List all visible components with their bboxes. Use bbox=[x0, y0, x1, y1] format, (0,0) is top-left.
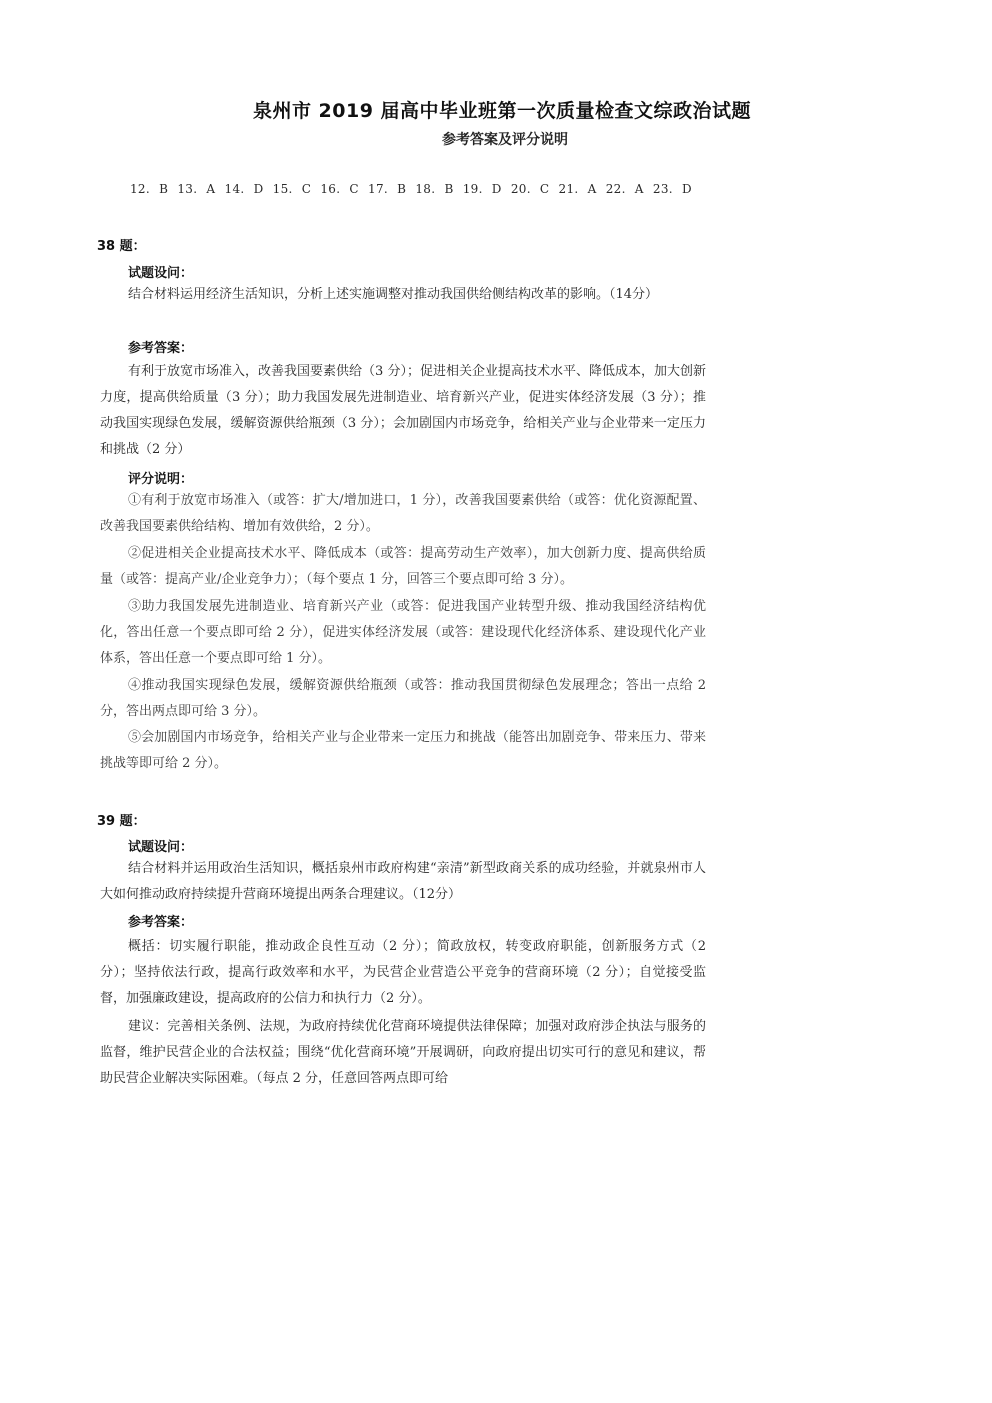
question-39-prompt: 结合材料并运用政治生活知识，概括泉州市政府构建“亲清”新型政商关系的成功经验，并就泉州市人大如何推动政府持续提升营商环境提出两条合理建议。（12分） bbox=[100, 861, 706, 902]
multiple-choice-answers: 12. B 13. A 14. D 15. C 16. C 17. B 18. B 19. D 20. C 21. A 22. A 23. D bbox=[130, 182, 692, 196]
question-39-answer-label: 参考答案： bbox=[128, 915, 194, 930]
question-38-scoring-item-2: ②促进相关企业提高技术水平、降低成本（或答：提高劳动生产效率），加大创新力度、提高供给质量（或答：提高产业/企业竞争力）；（每个要点 1 分，回答三个要点即可给 3 分）。 bbox=[100, 546, 706, 587]
question-38-answer: 有利于放宽市场准入，改善我国要素供给（3 分）；促进相关企业提高技术水平、降低成本，加大创新力度，提高供给质量（3 分）；助力我国发展先进制造业、培育新兴产业，促进实体经济发展（3 分）；推动我国实现绿色发展，缓解资源供给瓶颈（3 分）；会加剧国内市场竞争，给相关产业与企业带来一定压力和挑战（2 分） bbox=[100, 364, 706, 457]
question-39-prompt-label: 试题设问： bbox=[128, 840, 194, 855]
question-38-scoring-item-1: ①有利于放宽市场准入（或答：扩大/增加进口，1 分），改善我国要素供给（或答：优化资源配置、改善我国要素供给结构、增加有效供给，2 分）。 bbox=[100, 493, 706, 534]
question-38-scoring-item-3: ③助力我国发展先进制造业、培育新兴产业（或答：促进我国产业转型升级、推动我国经济结构优化，答出任意一个要点即可给 2 分），促进实体经济发展（或答：建设现代化经济体系、建设现代化产业体系，答出任意一个要点即可给 1 分）。 bbox=[100, 599, 706, 666]
page-subtitle: 参考答案及评分说明 bbox=[442, 132, 568, 148]
question-38-scoring-item-5: ⑤会加剧国内市场竞争，给相关产业与企业带来一定压力和挑战（能答出加剧竞争、带来压力、带来挑战等即可给 2 分）。 bbox=[100, 730, 706, 771]
page-title: 泉州市 2019 届高中毕业班第一次质量检查文综政治试题 bbox=[252, 100, 752, 122]
question-38-heading: 38 题： bbox=[97, 239, 146, 254]
question-38-prompt-label: 试题设问： bbox=[128, 266, 194, 281]
question-39-answer-suggestion: 建议：完善相关条例、法规，为政府持续优化营商环境提供法律保障；加强对政府涉企执法与服务的监督，维护民营企业的合法权益；围绕“优化营商环境”开展调研，向政府提出切实可行的意见和建议，帮助民营企业解决实际困难。（每点 2 分，任意回答两点即可给 bbox=[100, 1019, 706, 1086]
question-39-answer-summary: 概括：切实履行职能，推动政企良性互动（2 分）；简政放权，转变政府职能，创新服务方式（2 分）；坚持依法行政，提高行政效率和水平，为民营企业营造公平竞争的营商环境（2 分）；自觉接受监督，加强廉政建设，提高政府的公信力和执行力（2 分）。 bbox=[100, 939, 706, 1006]
question-38-scoring-label: 评分说明： bbox=[128, 472, 194, 487]
question-39-heading: 39 题： bbox=[97, 814, 146, 829]
question-38-answer-label: 参考答案： bbox=[128, 341, 194, 356]
question-38-prompt: 结合材料运用经济生活知识，分析上述实施调整对推动我国供给侧结构改革的影响。（14分） bbox=[128, 287, 659, 302]
question-38-scoring-item-4: ④推动我国实现绿色发展，缓解资源供给瓶颈（或答：推动我国贯彻绿色发展理念；答出一点给 2 分，答出两点即可给 3 分）。 bbox=[100, 678, 706, 719]
